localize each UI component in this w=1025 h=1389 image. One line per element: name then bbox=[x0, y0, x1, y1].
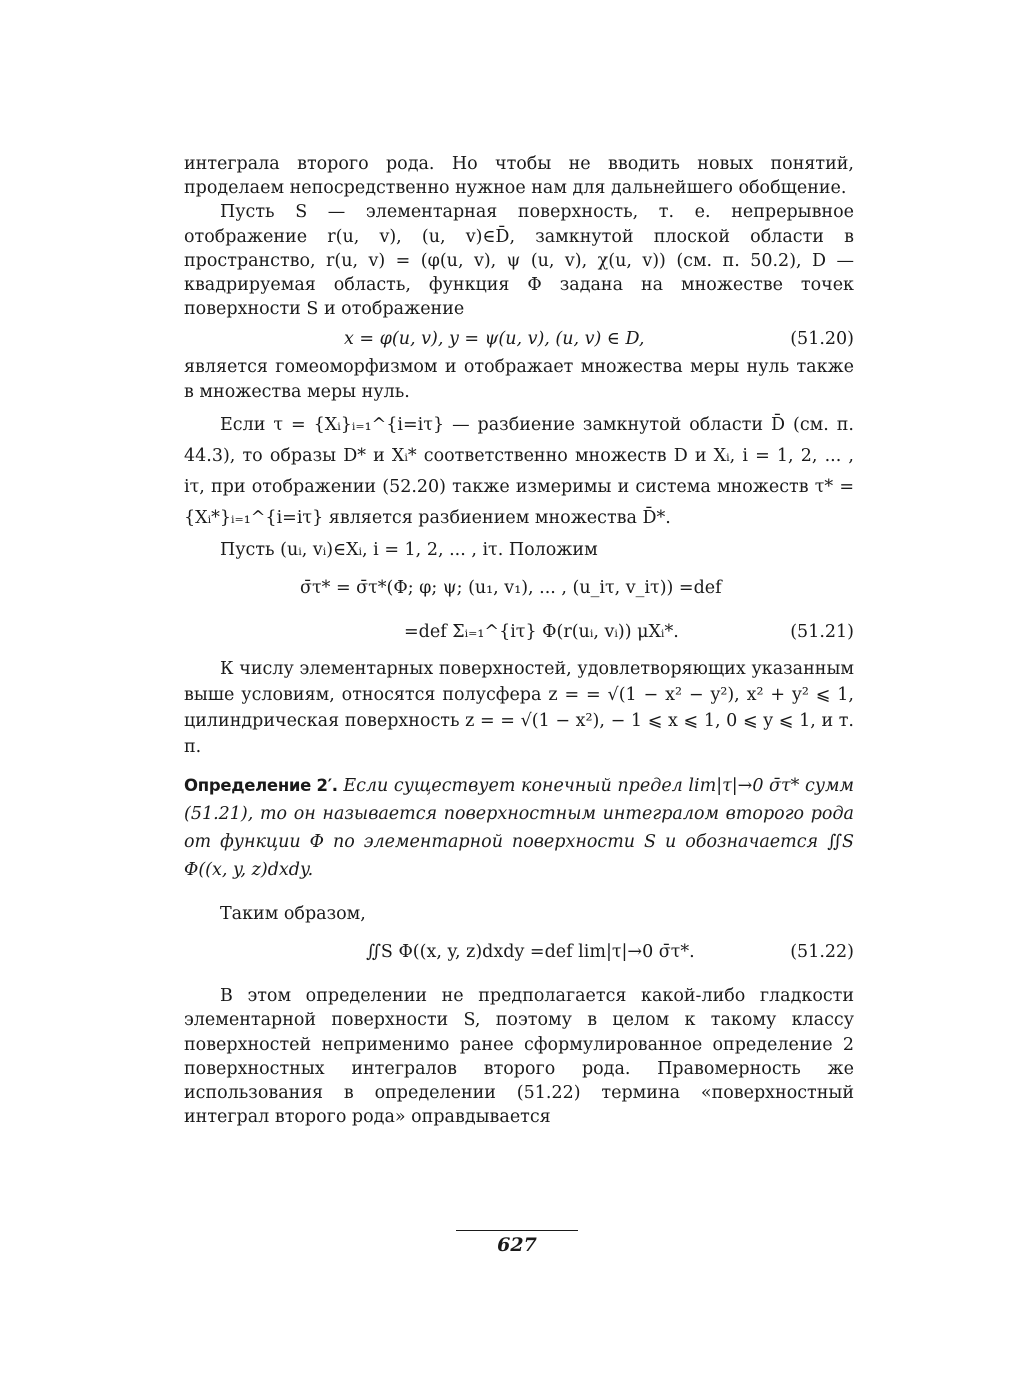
equation-number-51-22: (51.22) bbox=[790, 942, 854, 963]
definition-text: Если существует конечный предел lim|τ|→0 σ̄τ* сумм (51.21), то он называется поверхностным интегралом второго рода от функции Φ по элементарной поверхности S и обозначается ∬S Φ((x, y, z)dxdy. bbox=[184, 776, 854, 881]
equation-51-21-sum-definition: σ̄τ* = σ̄τ*(Φ; φ; ψ; (u₁, v₁), ... , (u_iτ, v_iτ)) =def bbox=[300, 578, 722, 599]
paragraph-7: Таким образом, bbox=[220, 904, 366, 925]
paragraph-4: Если τ = {Xᵢ}ᵢ₌₁^{i=iτ} — разбиение замкнутой области D̄ (см. п. 44.3), то образы D* и Xᵢ* соответственно множеств D и Xᵢ, i = 1, 2, ... , iτ, при отображении (52.20) также измеримы и система множеств τ* = {Xᵢ*}ᵢ₌₁^{i=iτ} является разбиением множества D̄*. bbox=[184, 414, 854, 528]
equation-51-22 bbox=[184, 926, 854, 984]
footer-rule bbox=[456, 1230, 578, 1231]
equation-51-22-body: ∬S Φ((x, y, z)dxdy =def lim|τ|→0 σ̄τ*. bbox=[366, 942, 695, 963]
paragraph-1: интеграла второго рода. Но чтобы не вводить новых понятий, проделаем непосредственно нужное нам для дальнейшего обобщение. bbox=[184, 154, 854, 199]
paragraph-8: В этом определении не предполагается какой-либо гладкости элементарной поверхности S, поэтому в целом к такому классу поверхностей неприменимо ранее сформулированное определение 2 поверхностных интегралов второго рода. Правомерность же использования в определении (51.22) термина «поверхностный интеграл второго рода» оправдывается bbox=[184, 986, 854, 1128]
equation-51-20 bbox=[184, 321, 854, 355]
definition-title: Определение 2′. bbox=[184, 776, 338, 796]
paragraph-2: Пусть S — элементарная поверхность, т. е. непрерывное отображение r(u, v), (u, v)∈D̄, замкнутой плоской области в пространство, r(u, v) = (φ(u, v), ψ (u, v), χ(u, v)) (см. п. 50.2), D — квадрируемая область, функция Φ задана на множестве точек поверхности S и отображение bbox=[184, 202, 854, 320]
equation-number-51-20: (51.20) bbox=[790, 329, 854, 350]
equation-51-20-body: x = φ(u, v), y = ψ(u, v), (u, v) ∈ D, bbox=[344, 329, 645, 350]
paragraph-6: К числу элементарных поверхностей, удовлетворяющих указанным выше условиям, относятся полусфера z = = √(1 − x² − y²), x² + y² ⩽ 1, цилиндрическая поверхность z = = √(1 − x²), − 1 ⩽ x ⩽ 1, 0 ⩽ y ⩽ 1, и т. п. bbox=[184, 659, 854, 758]
definition-block bbox=[184, 772, 854, 884]
equation-51-21-sum-expression: =def Σᵢ₌₁^{iτ} Φ(r(uᵢ, vᵢ)) μXᵢ*. bbox=[404, 622, 679, 643]
equation-number-51-21: (51.21) bbox=[790, 622, 854, 643]
paragraph-5: Пусть (uᵢ, vᵢ)∈Xᵢ, i = 1, 2, ... , iτ. Положим bbox=[220, 539, 598, 560]
page-number: 627 bbox=[497, 1234, 537, 1256]
equation-51-21-line-1 bbox=[184, 562, 854, 606]
paragraph-3: является гомеоморфизмом и отображает множества меры нуль также в множества меры нуль. bbox=[184, 357, 854, 402]
page-body bbox=[184, 152, 854, 1129]
equation-51-21-line-2 bbox=[184, 606, 854, 656]
